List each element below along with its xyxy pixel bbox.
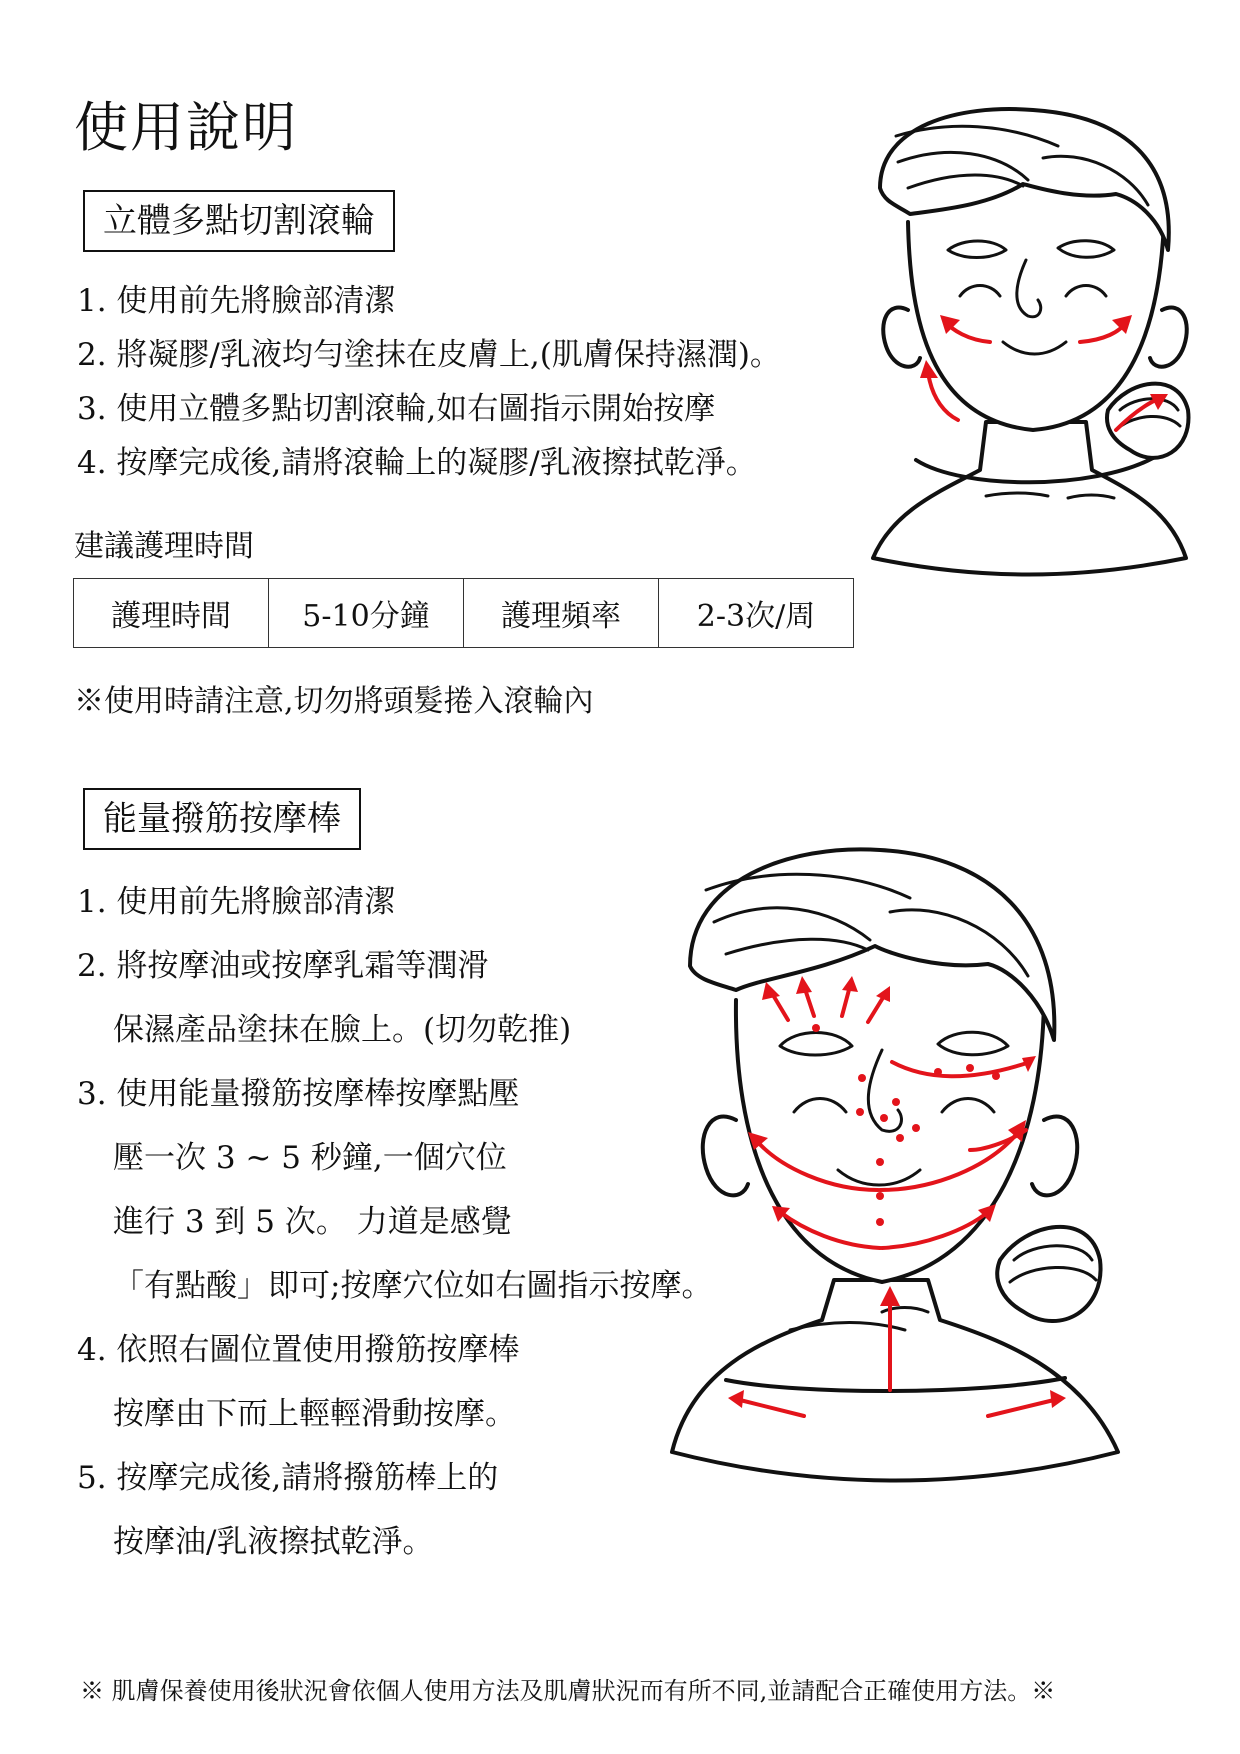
list-item: 按摩由下而上輕輕滑動按摩。 [113, 1396, 516, 1432]
face-illustration-massage-stick [670, 850, 1120, 1520]
section2-title: 能量撥筋按摩棒 [83, 788, 361, 850]
list-item: 「有點酸」即可;按摩穴位如右圖指示按摩。 [113, 1268, 713, 1304]
table-row [74, 579, 854, 648]
care-table [73, 578, 854, 648]
list-item: 2. 將凝膠/乳液均勻塗抹在皮膚上,(肌膚保持濕潤)。 [77, 337, 781, 373]
list-item: 進行 3 到 5 次。 力道是感覺 [113, 1204, 512, 1240]
care-freq-label: 護理頻率 [464, 579, 659, 648]
list-item: 3. 使用能量撥筋按摩棒按摩點壓 [77, 1076, 520, 1112]
suggestion-heading: 建議護理時間 [74, 529, 254, 564]
list-item: 1. 使用前先將臉部清潔 [77, 283, 396, 319]
section1-title: 立體多點切割滾輪 [83, 190, 395, 252]
care-time-value: 5-10分鐘 [269, 579, 464, 648]
list-item: 3. 使用立體多點切割滾輪,如右圖指示開始按摩 [77, 391, 716, 427]
list-item: 2. 將按摩油或按摩乳霜等潤滑 [77, 948, 489, 984]
list-item: 壓一次 3 ~ 5 秒鐘,一個穴位 [113, 1140, 507, 1176]
list-item: 保濕產品塗抹在臉上。(切勿乾推) [113, 1012, 572, 1048]
care-freq-value: 2-3次/周 [659, 579, 854, 648]
page-title: 使用說明 [74, 96, 298, 159]
roller-warning: ※使用時請注意,切勿將頭髮捲入滾輪內 [74, 684, 594, 719]
list-item: 按摩油/乳液擦拭乾淨。 [113, 1524, 434, 1560]
care-time-label: 護理時間 [74, 579, 269, 648]
section2-steps [77, 870, 712, 1574]
list-item: 4. 依照右圖位置使用撥筋按摩棒 [77, 1332, 520, 1368]
list-item: 5. 按摩完成後,請將撥筋棒上的 [77, 1460, 499, 1496]
footer-disclaimer: ※ 肌膚保養使用後狀況會依個人使用方法及肌膚狀況而有所不同,並請配合正確使用方法。※ [80, 1677, 1056, 1705]
list-item: 1. 使用前先將臉部清潔 [77, 884, 396, 920]
section1-steps [77, 274, 781, 490]
list-item: 4. 按摩完成後,請將滾輪上的凝膠/乳液擦拭乾淨。 [77, 445, 757, 481]
face-illustration-roller [868, 110, 1188, 590]
